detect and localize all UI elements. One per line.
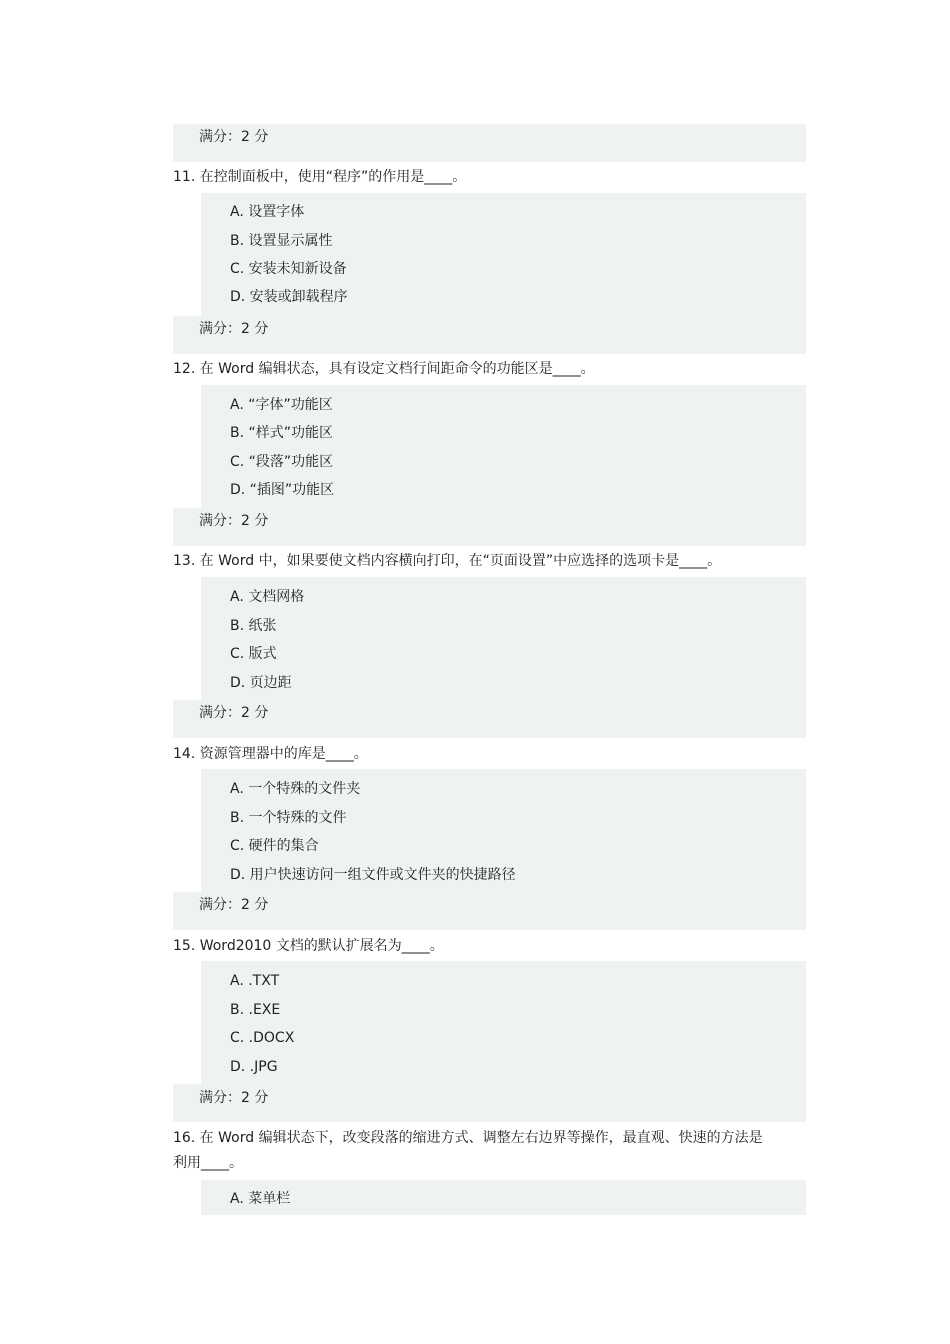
option-d: D. 用户快速访问一组文件或文件夹的快捷路径 bbox=[230, 867, 516, 883]
score-label: 满分：2 分 bbox=[199, 897, 269, 913]
option-c: C. “段落”功能区 bbox=[230, 454, 334, 470]
option-d: D. 页边距 bbox=[230, 675, 292, 691]
score-label: 满分：2 分 bbox=[199, 321, 269, 337]
question-stem: 12. 在 Word 编辑状态，具有设定文档行间距命令的功能区是____。 bbox=[173, 361, 595, 377]
score-label: 满分：2 分 bbox=[199, 705, 269, 721]
option-a: A. 一个特殊的文件夹 bbox=[230, 781, 361, 797]
score-label: 满分：2 分 bbox=[199, 1090, 269, 1106]
option-c: C. 版式 bbox=[230, 646, 277, 662]
question-stem: 13. 在 Word 中，如果要使文档内容横向打印，在“页面设置”中应选择的选项卡是____。 bbox=[173, 553, 722, 569]
option-c: C. 硬件的集合 bbox=[230, 838, 319, 854]
options-band-bg bbox=[201, 961, 806, 1084]
option-a: A. .TXT bbox=[230, 973, 280, 989]
option-c: C. 安装未知新设备 bbox=[230, 261, 347, 277]
option-c: C. .DOCX bbox=[230, 1030, 295, 1046]
option-a: A. 文档网格 bbox=[230, 589, 305, 605]
question-stem: 14. 资源管理器中的库是____。 bbox=[173, 746, 368, 762]
score-label: 满分：2 分 bbox=[199, 129, 269, 145]
question-stem-line1: 16. 在 Word 编辑状态下，改变段落的缩进方式、调整左右边界等操作，最直观、快速的方法是 bbox=[173, 1130, 763, 1146]
option-d: D. 安装或卸载程序 bbox=[230, 289, 348, 305]
option-b: B. 纸张 bbox=[230, 618, 277, 634]
question-stem-line2: 利用____。 bbox=[173, 1155, 243, 1171]
question-stem: 11. 在控制面板中，使用“程序”的作用是____。 bbox=[173, 169, 467, 185]
option-b: B. 一个特殊的文件 bbox=[230, 810, 347, 826]
option-b: B. .EXE bbox=[230, 1002, 281, 1018]
option-b: B. 设置显示属性 bbox=[230, 233, 333, 249]
option-a: A. 设置字体 bbox=[230, 204, 305, 220]
options-band-bg bbox=[201, 1180, 806, 1215]
option-d: D. “插图”功能区 bbox=[230, 482, 335, 498]
option-a: A. “字体”功能区 bbox=[230, 397, 333, 413]
option-a: A. 菜单栏 bbox=[230, 1191, 291, 1207]
question-stem: 15. Word2010 文档的默认扩展名为____。 bbox=[173, 938, 444, 954]
option-b: B. “样式”功能区 bbox=[230, 425, 334, 441]
option-d: D. .JPG bbox=[230, 1059, 278, 1075]
score-label: 满分：2 分 bbox=[199, 513, 269, 529]
